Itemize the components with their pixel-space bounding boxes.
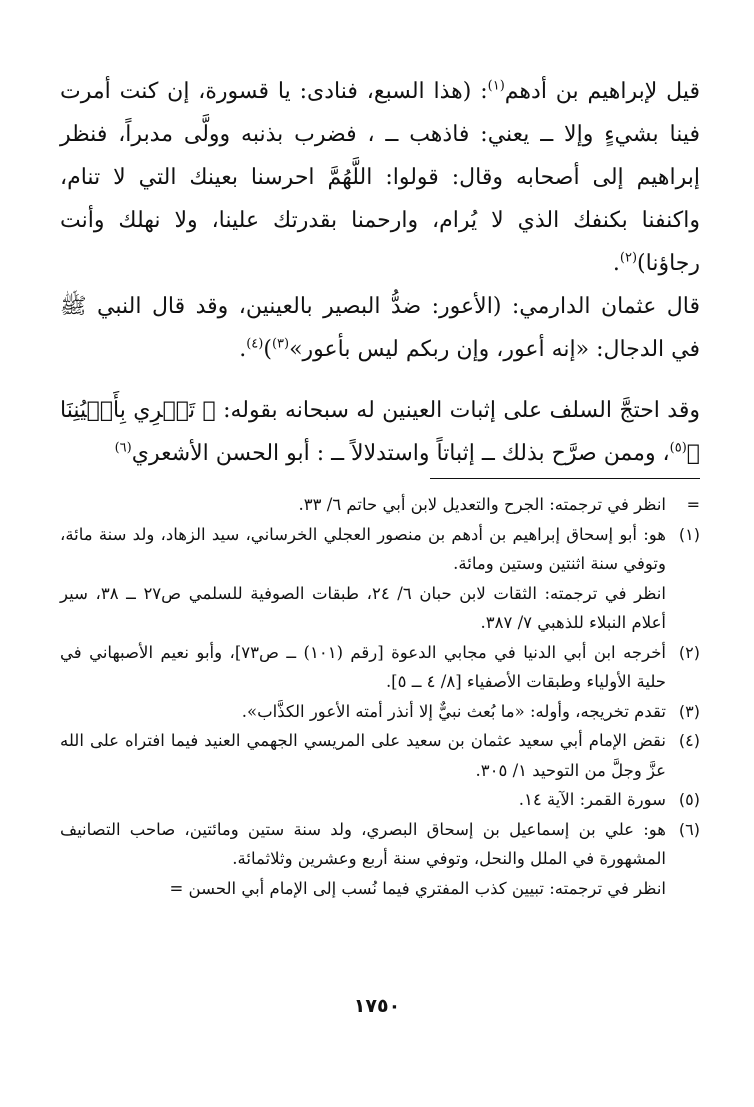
footnote-text: سورة القمر: الآية ١٤. [518,790,666,809]
footnote-2 [60,638,700,697]
footnote-separator [430,478,700,479]
footnote-5 [60,785,700,815]
paragraph-text: قال عثمان الدارمي: (الأعور: ضدُّ البصير بالعينين، وقد قال النبي ﷺ في الدجال: «إنه أعور، وإن ربكم ليس بأعور» [60,294,700,362]
footnote-6 [60,815,700,904]
footnote-ref[interactable]: (٥) [669,440,687,456]
footnote-3 [60,697,700,727]
footnote-text: تقدم تخريجه، وأوله: «ما بُعث نبيٌّ إلا أنذر أمته الأعور الكذَّاب». [241,701,666,721]
paragraph-text: ، وممن صرَّح بذلك ــ إثباتاً واستدلالاً ــ : أبو الحسن الأشعري [131,441,670,466]
footnote-marker: (٤) [678,731,700,750]
footnote-text: أخرجه ابن أبي الدنيا في مجابي الدعوة [رقم (١٠١) ــ ص٧٣]، وأبو نعيم الأصبهاني في حلية الأولياء وطبقات الأصفياء [٨/ ٤ ــ ٥]. [60,642,667,691]
footnote-ref[interactable]: (١) [487,78,505,94]
footnote-text: انظر في ترجمته: تبيين كذب المفتري فيما نُسب إلى الإمام أبي الحسن = [169,878,666,898]
body-paragraph-1 [60,70,700,285]
paragraph-text: . [612,251,620,276]
footnote-4 [60,726,700,785]
footnote-text: نقض الإمام أبي سعيد عثمان بن سعيد على المريسي الجهمي العنيد فيما افتراه على الله عزَّ وجلَّ من التوحيد ١/ ٣٠٥. [60,731,666,780]
paragraph-text: : (هذا السبع، فنادى: يا قسورة، إن كنت أمرت فينا بشيءٍ وإلا ــ يعني: فاذهب ــ ، فضرب بذنبه وولَّى مدبراً، فنظر إبراهيم إلى أصحابه وقال: قولوا: اللَّهُمَّ احرسنا بعينك التي لا تنام، واكنفنا بكنفك الذي لا يُرام، وارحمنا بقدرتك علينا، ولا نهلك وأنت رجاؤنا) [60,79,700,276]
footnote-marker: (١) [678,524,700,544]
footnote-marker: (٣) [678,701,700,721]
footnote-marker: = [686,495,700,514]
body-paragraph-3 [60,389,700,475]
footnote-marker: (٥) [678,790,700,809]
footnote-marker: (٦) [678,819,700,839]
paragraph-text: وقد احتجَّ السلف على إثبات العينين له سبحانه بقوله: ﴿ تَجۡرِي بِأَعۡيُنِنَا ﴾ [60,398,700,466]
paragraph-text: ) [263,337,272,362]
footnote-continuation [60,490,700,520]
page-number: ١٧٥٠ [353,995,401,1017]
footnote-ref[interactable]: (٢) [619,250,638,266]
paragraph-text: . [239,337,247,362]
footnote-ref[interactable]: (٦) [114,440,132,456]
footnote-marker: (٢) [678,642,700,662]
footnote-ref[interactable]: (٤) [246,336,264,352]
footnotes-section [60,490,700,903]
footnote-text: انظر في ترجمته: الجرح والتعديل لابن أبي حاتم ٦/ ٣٣. [298,495,666,514]
footnote-text: هو: أبو إسحاق إبراهيم بن أدهم بن منصور العجلي الخرساني، سيد الزهاد، ولد سنة مائة، وتوفي سنة اثنتين وستين ومائة. [60,524,666,573]
footnote-text: هو: علي بن إسماعيل بن إسحاق البصري، ولد سنة ستين ومائتين، صاحب التصانيف المشهورة في الملل والنحل، وتوفي سنة أربع وعشرين وثلاثمائة. [60,819,666,868]
body-paragraph-2 [60,285,700,371]
footnote-text: انظر في ترجمته: الثقات لابن حبان ٦/ ٢٤، طبقات الصوفية للسلمي ص٢٧ ــ ٣٨، سير أعلام النبلاء للذهبي ٧/ ٣٨٧. [60,583,666,632]
footnote-1 [60,520,700,638]
footnote-ref[interactable]: (٣) [271,336,290,352]
paragraph-text: قيل لإبراهيم بن أدهم [504,79,701,104]
